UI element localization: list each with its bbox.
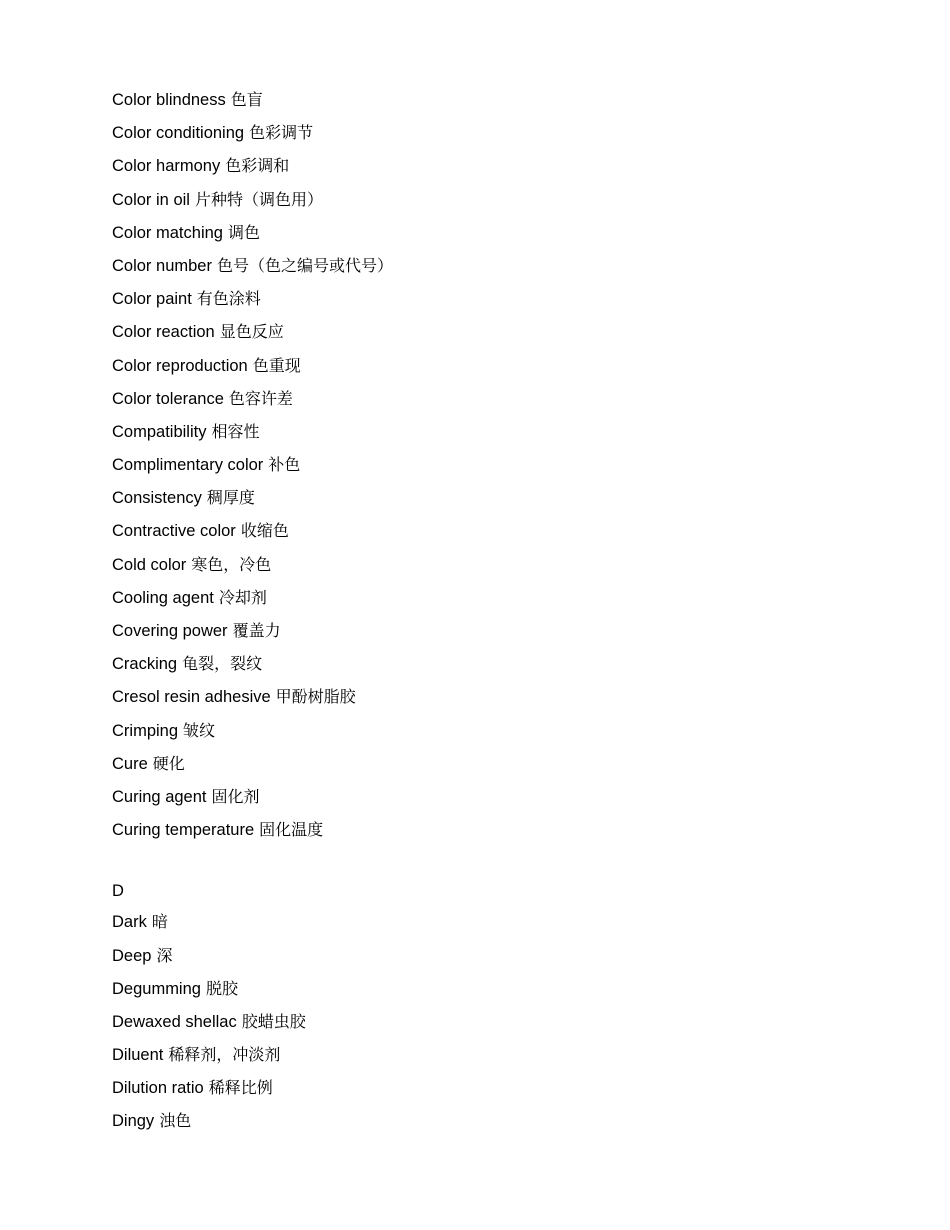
glossary-entry	[112, 453, 872, 486]
glossary-entry	[112, 519, 872, 552]
entry-term-english: Color reaction	[112, 323, 215, 342]
entry-term-chinese: 有色涂料	[196, 289, 261, 309]
glossary-entry	[112, 652, 872, 685]
glossary-entry	[112, 88, 872, 121]
entry-term-chinese: 脱胶	[205, 978, 238, 998]
glossary-entry	[112, 586, 872, 619]
glossary-entry	[112, 320, 872, 353]
glossary-entry	[112, 287, 872, 320]
entry-term-chinese: 稀释剂，冲淡剂	[168, 1045, 281, 1065]
entry-term-chinese: 色重现	[252, 355, 301, 375]
entry-term-chinese: 固化剂	[211, 786, 260, 806]
entry-term-english: Dewaxed shellac	[112, 1012, 237, 1031]
glossary-entry	[112, 685, 872, 718]
entry-term-chinese: 龟裂，裂纹	[182, 654, 263, 674]
entry-term-chinese: 色彩调节	[249, 123, 314, 143]
entry-term-english: Dingy	[112, 1112, 155, 1131]
entry-term-chinese: 深	[156, 945, 173, 965]
entry-term-english: Cure	[112, 754, 148, 773]
entry-term-english: Deep	[112, 946, 152, 965]
entry-term-english: Covering power	[112, 622, 228, 640]
glossary-entry	[112, 977, 872, 1010]
entry-term-chinese: 收缩色	[240, 521, 289, 541]
entry-term-chinese: 色号（色之编号或代号）	[216, 255, 393, 275]
entry-term-english: Color paint	[112, 290, 192, 309]
entry-term-english: Degumming	[112, 979, 201, 998]
glossary-entry	[112, 354, 872, 387]
entry-term-chinese: 冷却剂	[218, 587, 267, 607]
entry-term-english: Color matching	[112, 223, 223, 242]
entry-term-chinese: 甲酚树脂胶	[275, 687, 356, 707]
glossary-entry	[112, 121, 872, 154]
entry-term-chinese: 色容许差	[228, 388, 293, 408]
entry-term-chinese: 片种特（调色用）	[194, 189, 323, 209]
entry-term-english: Color tolerance	[112, 389, 224, 408]
glossary-entry	[112, 910, 872, 943]
glossary-entry	[112, 1010, 872, 1043]
entry-term-english: Color harmony	[112, 157, 221, 176]
entry-term-english: Color conditioning	[112, 124, 245, 143]
section-d-list	[112, 910, 872, 1142]
entry-term-english: Complimentary color	[112, 456, 264, 475]
glossary-entry	[112, 619, 872, 652]
glossary-entry	[112, 752, 872, 785]
entry-term-chinese: 覆盖力	[232, 621, 281, 640]
entry-term-chinese: 胶蜡虫胶	[241, 1011, 306, 1031]
entry-term-english: Dilution ratio	[112, 1079, 204, 1098]
entry-term-english: Color in oil	[112, 190, 190, 209]
glossary-entry	[112, 1109, 872, 1142]
glossary-entry	[112, 818, 872, 851]
glossary-entry	[112, 420, 872, 453]
entry-term-english: Cold color	[112, 555, 187, 574]
glossary-page	[112, 88, 872, 1143]
entry-term-chinese: 暗	[151, 912, 168, 932]
entry-term-english: Consistency	[112, 489, 202, 508]
entry-term-english: Color number	[112, 256, 212, 275]
glossary-entry	[112, 188, 872, 221]
entry-term-chinese: 相容性	[211, 421, 260, 441]
entry-term-chinese: 稠厚度	[206, 488, 255, 508]
entry-term-english: Color reproduction	[112, 356, 248, 375]
entry-term-english: Cracking	[112, 655, 178, 674]
entry-term-chinese: 调色	[227, 222, 260, 242]
glossary-entry	[112, 1043, 872, 1076]
entry-term-english: Curing temperature	[112, 821, 255, 840]
glossary-entry	[112, 1076, 872, 1109]
entry-term-english: Cooling agent	[112, 588, 214, 607]
section-gap	[112, 851, 872, 879]
glossary-entry	[112, 719, 872, 752]
glossary-entry	[112, 221, 872, 254]
entry-term-chinese: 补色	[268, 455, 301, 475]
entry-term-english: Compatibility	[112, 422, 207, 441]
glossary-entry	[112, 486, 872, 519]
entry-term-chinese: 色盲	[230, 90, 263, 109]
entry-term-english: Contractive color	[112, 522, 236, 541]
entry-term-chinese: 寒色，冷色	[191, 554, 272, 574]
entry-term-english: Crimping	[112, 721, 179, 740]
glossary-entry	[112, 944, 872, 977]
entry-term-chinese: 硬化	[152, 753, 185, 773]
entry-term-chinese: 显色反应	[219, 322, 284, 342]
glossary-entry	[112, 785, 872, 818]
glossary-entry	[112, 387, 872, 420]
entry-term-chinese: 固化温度	[259, 820, 324, 840]
entry-term-english: Curing agent	[112, 787, 207, 806]
glossary-entry	[112, 154, 872, 187]
entry-term-chinese: 皱纹	[183, 720, 216, 740]
entry-term-english: Diluent	[112, 1046, 164, 1065]
section-c-list	[112, 88, 872, 851]
glossary-entry	[112, 254, 872, 287]
entry-term-chinese: 稀释比例	[208, 1078, 273, 1098]
entry-term-english: Color blindness	[112, 91, 226, 109]
glossary-entry	[112, 553, 872, 586]
entry-term-english: Cresol resin adhesive	[112, 688, 271, 707]
entry-term-chinese: 浊色	[159, 1111, 192, 1131]
section-d-heading: D	[112, 882, 124, 901]
entry-term-chinese: 色彩调和	[225, 156, 290, 176]
entry-term-english: Dark	[112, 913, 147, 932]
